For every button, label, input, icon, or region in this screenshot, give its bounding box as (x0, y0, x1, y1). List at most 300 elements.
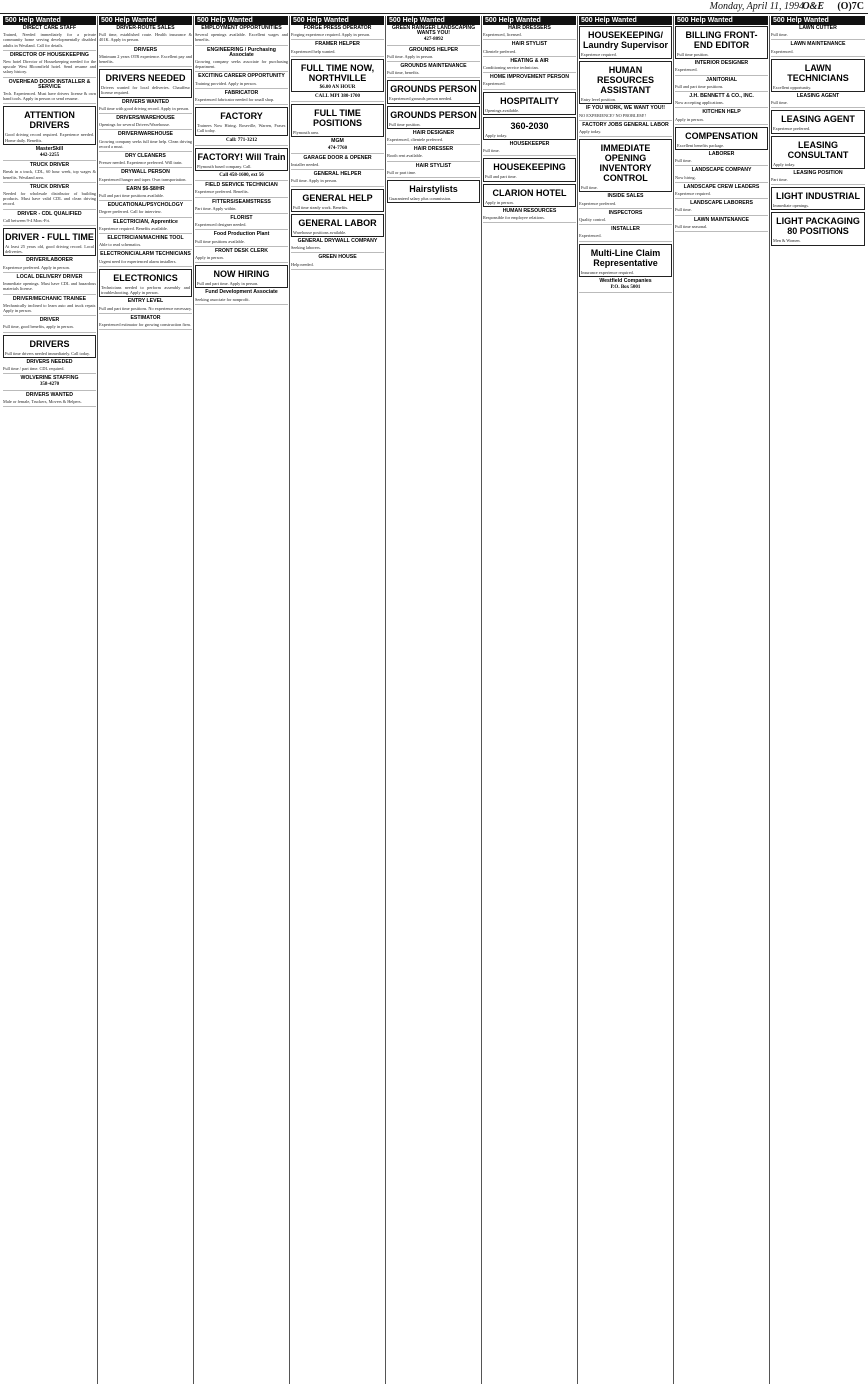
classified-ad (579, 61, 672, 104)
classified-ad (483, 75, 576, 89)
classified-ad (195, 148, 288, 171)
ad-body: Experienced. (483, 81, 506, 87)
ad-heading: HAIR DRESSERS (508, 25, 551, 31)
ad-display-heading: HOSPITALITY (500, 95, 559, 106)
ad-body: Trained, Needed immediately for a private community home serving developmentally disabled adults in Westland. Call for details. (3, 32, 96, 48)
classified-ad (483, 26, 576, 40)
classified-ad (99, 299, 192, 313)
classified-ad (579, 227, 672, 241)
classified-columns (2, 16, 866, 1384)
classified-ad (387, 180, 480, 203)
ad-body: Full time. (483, 148, 500, 154)
ad-body: Tech. Experienced. Must have drivers license & own hand tools. Apply in person or send resume. (3, 91, 96, 102)
ad-heading: FRONT DESK CLERK (214, 247, 269, 254)
classified-ad (195, 74, 288, 88)
column-heading: 500 Help Wanted (771, 16, 865, 25)
ad-heading: HAIR STYLIST (415, 162, 452, 169)
classified-ad (771, 136, 865, 169)
ad-phone: CALL MPI 380-1700 (315, 94, 360, 100)
classified-ad (579, 244, 672, 277)
ad-heading: MGM (331, 138, 344, 145)
masthead-publication: O&E (802, 1, 824, 12)
ad-heading: DRIVER (39, 317, 60, 324)
classified-ad (3, 228, 96, 256)
ad-body: Degree preferred. Call for interview. (99, 209, 162, 215)
classified-ad (195, 173, 288, 181)
ad-body: Experience required. (675, 191, 711, 197)
ad-body: Full time positions available. (195, 238, 245, 244)
ad-body: Experience preferred. (773, 126, 811, 132)
ad-heading: Food Production Plant (213, 231, 270, 238)
classified-ad (195, 107, 288, 135)
ad-heading: TRUCK DRIVER (29, 183, 70, 190)
ad-body: New hotel Director of Housekeeping needed for the upscale West Bloomfield hotel. Send resume and salary history. (3, 59, 96, 75)
ad-display-heading: Multi-Line Claim Representative (590, 247, 661, 268)
column-heading: 500 Help Wanted (483, 16, 576, 25)
classified-ad (579, 106, 672, 120)
ad-heading: LAWN MAINTENANCE (790, 41, 846, 48)
ad-heading: DRIVERS WANTED (26, 391, 73, 398)
ad-heading: DIRECT CARE STAFF (22, 25, 77, 31)
classified-ad (291, 214, 384, 237)
masthead (0, 0, 868, 14)
classified-ad (771, 171, 865, 185)
classified-ad (195, 138, 288, 146)
ad-heading: HEATING & AIR (510, 57, 549, 64)
ad-body: Technicians needed to perform assembly and troubleshooting. Apply in person. (101, 284, 190, 296)
classified-ad (771, 110, 865, 133)
ad-body: Experienced designer needed. (195, 222, 247, 228)
column-heading: 500 Help Wanted (579, 16, 672, 25)
ad-body: Responsible for employee relations. (483, 215, 545, 221)
column-heading: 500 Help Wanted (291, 16, 384, 25)
ad-body: Apply in person. (485, 199, 514, 205)
ad-heading: INSTALLER (611, 226, 640, 233)
ad-body: Minimum 2 years OTR experience. Excellent pay and benefits. (99, 53, 192, 65)
ad-body: Full time, benefits. (387, 70, 420, 76)
classified-ad (291, 239, 384, 253)
classified-ad (771, 94, 865, 108)
ad-body: Full time seasonal. (675, 223, 708, 229)
ad-body: Urgent need for experienced alarm installers. (99, 258, 177, 264)
masthead-page-number: (O)7C (837, 1, 864, 12)
ad-body: Needed for wholesale distributor of building products. Must have valid CDL and clean driving record. (3, 191, 96, 207)
ad-body: NO EXPERIENCE? NO PROBLEM!! (579, 112, 646, 118)
ad-body: Apply in person. (675, 116, 704, 122)
ad-display-heading: GENERAL HELP (302, 192, 373, 203)
classified-ad (483, 92, 576, 115)
ad-heading: ENTRY LEVEL (127, 298, 164, 305)
ad-heading: JANITORIAL (705, 76, 738, 83)
classified-ad (99, 187, 192, 201)
classified-ad (675, 61, 768, 75)
ad-body: Apply today. (773, 161, 796, 167)
ad-body: Men & Women. (773, 238, 801, 244)
column-heading: 500 Help Wanted (675, 16, 768, 25)
ad-heading: DRIVER - CDL QUALIFIED (17, 210, 82, 217)
classified-ad (387, 131, 480, 145)
ad-body: Full and part time. (485, 174, 517, 180)
classified-ad (99, 203, 192, 217)
masthead-rule (0, 13, 868, 14)
classified-ad (483, 42, 576, 56)
ad-body: Experienced. (675, 67, 698, 73)
ad-heading: LABORER (708, 151, 735, 158)
ad-heading: FITTERS/SEAMSTRESS (212, 198, 271, 205)
classified-ad (291, 94, 384, 102)
classified-ad (675, 78, 768, 92)
ad-heading: LANDSCAPE CREW LEADERS (683, 183, 760, 190)
classified-column (386, 16, 482, 1384)
ad-body: Presser needed. Experience preferred. Will train. (99, 160, 183, 166)
ad-heading: DRIVERS (133, 46, 158, 53)
ad-phone: Call: 771-3212 (226, 137, 257, 143)
ad-heading: EARN $6-$8/HR (126, 185, 165, 192)
ad-heading: LAWN MAINTENANCE (693, 216, 750, 223)
ad-phone: 427-8092 (423, 37, 444, 43)
classified-ad (675, 127, 768, 150)
classified-ad (3, 185, 96, 210)
ad-body: Full time. Apply in person. (387, 53, 434, 59)
ad-body: Clientele preferred. (483, 48, 517, 54)
ad-body: Male or female, Truckers, Movers & Helpers. (3, 398, 82, 404)
classified-ad (99, 100, 192, 114)
ad-body: Full time. (771, 100, 788, 106)
ad-heading: DRYWALL PERSON (121, 169, 170, 176)
ad-body: Now accepting applications. (675, 100, 724, 106)
column-heading: 500 Help Wanted (99, 16, 192, 25)
ad-heading: ESTIMATOR (130, 314, 161, 321)
ad-display-heading: ELECTRONICS (113, 272, 178, 283)
classified-ad (3, 80, 96, 105)
ad-body: Full and part time positions available. (99, 193, 164, 199)
classified-ad (3, 53, 96, 78)
ad-body: Full and part time. Apply in person. (197, 281, 259, 287)
ad-body: Several openings available. Excellent wages and benefits. (195, 32, 288, 43)
classified-column (2, 16, 98, 1384)
classified-ad (3, 376, 96, 390)
ad-heading: FABRICATOR (224, 89, 259, 96)
classified-ad (291, 172, 384, 186)
ad-phone: 474-7760 (327, 145, 348, 151)
ad-body: Experienced. (579, 233, 602, 239)
ad-body: Experience required. (581, 52, 617, 57)
ad-body: Insurance experience required. (581, 269, 634, 275)
classified-ad (387, 48, 480, 62)
ad-display-heading: GROUNDS PERSON (390, 84, 477, 95)
classified-ad (675, 152, 768, 166)
ad-phone: 442-2255 (39, 153, 60, 159)
ad-heading: J.H. BENNETT & CO., INC. (689, 93, 754, 100)
ad-body: Now hiring. (675, 174, 696, 180)
ad-heading: DRY CLEANERS (125, 153, 166, 160)
ad-body: Openings available. (485, 107, 520, 113)
classified-ad (483, 142, 576, 156)
ad-phone: 358-4270 (39, 382, 60, 388)
ad-heading: EXCITING CAREER OPPORTUNITY (198, 73, 285, 80)
classified-ad (387, 80, 480, 103)
classified-ad (483, 117, 576, 140)
classified-ad (483, 158, 576, 181)
ad-body: Growing company seeks associate for purchasing department. (195, 59, 288, 70)
ad-heading: HUMAN RESOURCES (502, 207, 557, 214)
classified-ad (3, 258, 96, 272)
ad-display-heading: HOUSEKEEPING (493, 162, 566, 173)
ad-body: Full time drivers needed immediately. Call today. (5, 350, 90, 356)
classified-ad (771, 59, 865, 92)
ad-heading: MasterSkill (35, 145, 64, 152)
classified-column (482, 16, 578, 1384)
ad-body: At least 25 years old, good driving record. Local deliveries. (5, 244, 94, 255)
ad-display-heading: LEASING CONSULTANT (787, 139, 849, 160)
classified-ad (3, 147, 96, 161)
ad-phone: $6.00 AN HOUR (319, 84, 356, 90)
classified-ad (387, 106, 480, 129)
ad-body: Experience required. Benefits available. (99, 225, 168, 231)
ad-heading: FORGE PRESS OPERATOR (303, 25, 372, 31)
ad-heading: DIRECTOR OF HOUSEKEEPING (10, 51, 89, 58)
classified-ad (675, 110, 768, 124)
classified-ad (3, 106, 96, 144)
classified-ad (99, 154, 192, 168)
ad-body: Help needed. (291, 261, 314, 267)
classified-ad (3, 275, 96, 295)
classified-ad (195, 91, 288, 105)
ad-heading: IF YOU WORK, WE WANT YOU!! (585, 105, 666, 112)
ad-body: Apply in person. (195, 255, 224, 261)
ad-display-heading: FULL TIME POSITIONS (312, 108, 362, 129)
ad-body: Apply today. (485, 132, 508, 138)
ad-display-heading: LAWN TECHNICIANS (787, 62, 849, 83)
classified-ad (3, 212, 96, 226)
ad-heading: ELECTRICIAN, Apprentice (113, 218, 178, 225)
ad-body: Experienced grounds person needed. (389, 96, 453, 102)
column-heading: 500 Help Wanted (195, 16, 288, 25)
classified-ad (387, 26, 480, 46)
classified-ad (195, 48, 288, 73)
ad-body: Warehouse positions available. (293, 229, 347, 235)
classified-column (770, 16, 866, 1384)
classified-ad (579, 26, 672, 59)
classified-ad (483, 59, 576, 73)
classified-ad (675, 26, 768, 59)
classified-ad (99, 252, 192, 266)
ad-body: Experienced fabricator needed for small shop. (195, 97, 275, 103)
ad-body: Apply today. (579, 129, 602, 135)
classified-ad (99, 236, 192, 250)
ad-display-heading: DRIVERS NEEDED (105, 73, 186, 84)
ad-heading: GENERAL DRYWALL COMPANY (297, 238, 378, 245)
ad-body: Full time, established route. Health insurance & 401K. Apply in person. (99, 32, 192, 43)
classified-ad (99, 316, 192, 330)
ad-heading: LEASING POSITION (793, 169, 843, 176)
ad-heading: GREEN HOUSE (318, 254, 357, 261)
ad-body: Experienced estimator for growing construction firm. (99, 321, 191, 327)
ad-heading: OVERHEAD DOOR INSTALLER & SERVICE (8, 78, 91, 90)
ad-body: Drivers wanted for local deliveries. Chauffeur license required. (101, 85, 190, 96)
ad-body: Full time. (581, 185, 598, 191)
ad-display-heading: HUMAN RESOURCES ASSISTANT (596, 65, 654, 96)
classified-ad (195, 200, 288, 214)
classified-ad (291, 42, 384, 56)
classified-ad (291, 104, 384, 137)
ad-display-heading: GENERAL LABOR (298, 217, 377, 228)
ad-body: Openings for several Drivers/Warehouse. (99, 122, 171, 128)
ad-heading: ELECTRICIAN/MACHINE TOOL (107, 235, 184, 242)
classified-ad (579, 139, 672, 192)
ad-heading: HAIR STYLIST (511, 41, 548, 48)
ad-heading: FLORIST (230, 215, 253, 222)
ad-body: Immediate openings. Must have CDL and hazardous materials license. (3, 281, 96, 292)
classified-ad (3, 163, 96, 183)
ad-body: Plymouth based company. Call. (197, 163, 252, 169)
classified-ad (195, 290, 288, 304)
ad-body: Experienced help wanted. (291, 48, 336, 54)
classified-ad (3, 297, 96, 317)
classified-ad (675, 168, 768, 182)
ad-body: Installer needed. (291, 162, 320, 168)
classified-ad (771, 26, 865, 40)
ad-display-heading: GROUNDS PERSON (390, 109, 477, 120)
classified-ad (291, 255, 384, 269)
ad-body: Growing company seeks full time help. Clean driving record a must. (99, 138, 192, 149)
ad-body: Full time. (771, 32, 788, 38)
ad-heading: LANDSCAPE COMPANY (691, 167, 752, 174)
ad-body: Trainees Now Hiring. Roseville, Warren, Fraser. Call today. (197, 123, 286, 134)
ad-display-heading: BILLING FRONT-END EDITOR (685, 30, 758, 50)
classified-ad (195, 216, 288, 230)
ad-body: Experience preferred. Benefits. (195, 189, 249, 195)
classified-ad (195, 26, 288, 46)
ad-body: Full time, good benefits, apply in person. (3, 324, 74, 330)
ad-body: Full time. Apply in person. (291, 178, 338, 184)
ad-heading: TRUCK DRIVER (29, 162, 70, 169)
ad-body: Guaranteed salary plus commission. (389, 196, 452, 202)
ad-body: Conditioning service technician. (483, 65, 539, 71)
classified-ad (99, 132, 192, 152)
classified-ad (483, 184, 576, 207)
ad-heading: GREEN RAINGER LANDSCAPING WANTS YOU! (391, 25, 476, 37)
ad-heading: LEASING AGENT (796, 93, 840, 100)
classified-column (674, 16, 770, 1384)
classified-ad (195, 249, 288, 263)
ad-body: Quality control. (579, 217, 607, 223)
classified-ad (195, 232, 288, 246)
ad-heading: Fund Development Associate (205, 289, 278, 296)
ad-body: Experienced hanger and taper. Own transportation. (99, 176, 187, 182)
ad-body: Full time position. (677, 52, 709, 57)
classified-ad (291, 139, 384, 153)
ad-heading: LAWN CUTTER (799, 25, 837, 31)
ad-heading: INSPECTORS (608, 209, 643, 216)
classified-ad (3, 393, 96, 407)
classified-ad (195, 265, 288, 288)
ad-heading: DRIVER/WAREHOUSE (117, 131, 174, 138)
ad-display-heading: Hairstylists (409, 184, 458, 195)
classified-ad (291, 59, 384, 92)
ad-heading: HOUSEKEEPER (509, 141, 550, 148)
ad-heading: INTERIOR DESIGNER (694, 60, 749, 67)
ad-display-heading: NOW HIRING (213, 269, 270, 280)
ad-body: Part time. Apply within. (195, 205, 237, 211)
classified-ad (579, 279, 672, 293)
ad-heading: HOME IMPROVEMENT PERSON (490, 74, 569, 81)
ad-heading: DRIVER-ROUTE SALES (116, 25, 175, 31)
ad-display-heading: FULL TIME NOW, NORTHVILLE (300, 62, 375, 83)
ad-body: Experienced, licensed. (483, 32, 522, 38)
ad-display-heading: LIGHT PACKAGING 80 POSITIONS (776, 216, 860, 237)
classified-ad (387, 64, 480, 78)
column-heading: 500 Help Wanted (387, 16, 480, 25)
ad-body: Experience preferred. (579, 200, 617, 206)
ad-display-heading: HOUSEKEEPING/ Laundry Supervisor (582, 30, 669, 50)
ad-heading: DRIVER/MECHANIC TRAINEE (12, 295, 87, 302)
ad-body: Full time. (675, 158, 692, 164)
classified-ad (387, 147, 480, 161)
ad-heading: HAIR DRESSER (413, 146, 454, 153)
ad-body: Training provided. Apply in person. (195, 80, 257, 86)
ad-display-heading: CLARION HOTEL (492, 187, 567, 198)
classified-ad (3, 335, 96, 358)
ad-body: Full time position. (389, 121, 421, 127)
ad-body: Experienced. (771, 48, 794, 54)
classified-column (290, 16, 386, 1384)
classified-ad (771, 212, 865, 245)
classified-ad (99, 26, 192, 46)
ad-body: Full and part time positions. No experience necessary. (99, 305, 192, 311)
classified-ad (99, 269, 192, 297)
ad-body: Full or part time. (387, 169, 417, 175)
ad-body: Experienced, clientele preferred. (387, 137, 444, 143)
ad-heading: EDUCATIONAL/PSYCHOLOGY (107, 202, 184, 209)
classified-ad (483, 209, 576, 223)
ad-heading: INSIDE SALES (607, 193, 644, 200)
ad-heading: GROUNDS HELPER (409, 46, 458, 53)
ad-display-heading: COMPENSATION (685, 130, 758, 141)
ad-heading: GENERAL HELPER (313, 171, 362, 178)
ad-heading: DRIVERS/WAREHOUSE (116, 115, 175, 122)
classified-ad (3, 26, 96, 51)
classified-ad (291, 189, 384, 212)
ad-body: Full time steady work. Benefits. (293, 204, 349, 210)
ad-body: Part time. (771, 177, 788, 183)
ad-body: Seeking laborers. (291, 245, 321, 251)
classified-ad (675, 185, 768, 199)
classified-ad (195, 183, 288, 197)
classified-ad (99, 220, 192, 234)
ad-body: Booth rent available. (387, 153, 423, 159)
ad-body: Excellent benefits package. (677, 142, 725, 148)
classified-ad (579, 123, 672, 137)
ad-heading: WOLVERINE STAFFING (20, 375, 79, 382)
ad-display-heading: ATTENTION DRIVERS (24, 110, 75, 131)
ad-body: Forging experience required. Apply in person. (291, 32, 371, 38)
ad-heading: GARAGE DOOR & OPENER (303, 154, 372, 161)
ad-heading: Westfield Companies (599, 277, 652, 284)
ad-body: Good driving record required. Experience needed. Home daily. Benefits. (5, 132, 94, 143)
ad-body: Entry level position. (581, 97, 616, 103)
ad-body: Full time with good driving record. Apply in person. (99, 105, 190, 111)
ad-body: Experience preferred. Apply in person. (3, 264, 70, 270)
ad-body: Able to read schematics. (99, 242, 142, 248)
ad-heading: DRIVERS WANTED (122, 98, 169, 105)
ad-heading: LOCAL DELIVERY DRIVER (16, 273, 83, 280)
ad-heading: ELECTRONIC/ALARM TECHNICIANS (100, 251, 191, 258)
classified-ad (291, 26, 384, 40)
masthead-date: Monday, April 11, 1994 (709, 1, 804, 12)
classified-ad (675, 218, 768, 232)
ad-heading: EMPLOYMENT OPPORTUNITIES (201, 25, 282, 31)
